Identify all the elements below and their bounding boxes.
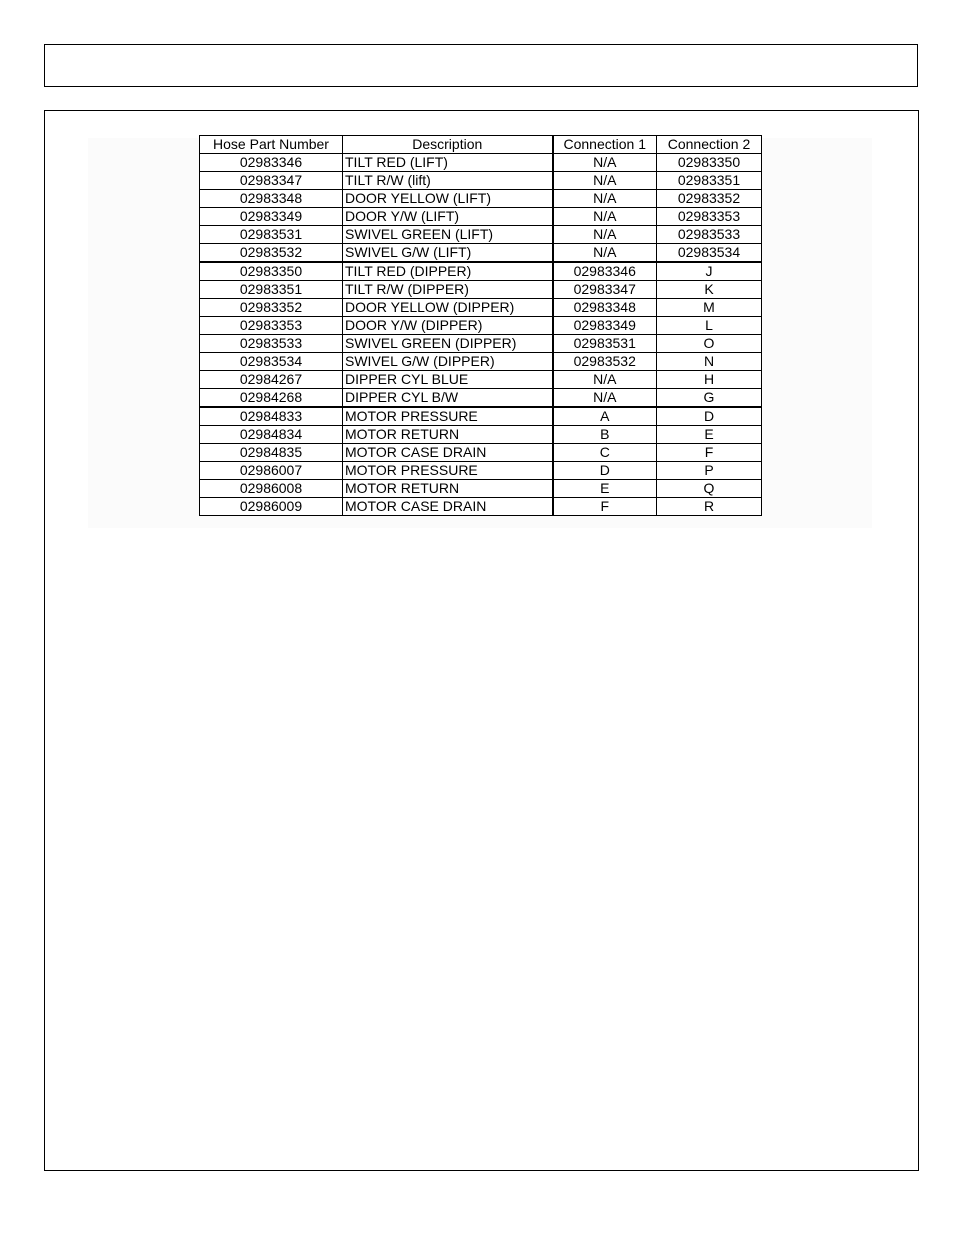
cell-connection-1: N/A xyxy=(553,244,657,263)
cell-description: MOTOR CASE DRAIN xyxy=(343,498,553,516)
cell-connection-1: 02983348 xyxy=(553,299,657,317)
table-row xyxy=(200,371,762,389)
cell-connection-1: 02983532 xyxy=(553,353,657,371)
cell-connection-1: N/A xyxy=(553,371,657,389)
header-description: Description xyxy=(343,136,553,154)
cell-connection-1: N/A xyxy=(553,190,657,208)
table-row xyxy=(200,353,762,371)
cell-description: DIPPER CYL BLUE xyxy=(343,371,553,389)
table-row xyxy=(200,444,762,462)
cell-description: MOTOR PRESSURE xyxy=(343,407,553,426)
cell-description: DOOR YELLOW (DIPPER) xyxy=(343,299,553,317)
cell-hose-part-number: 02983532 xyxy=(200,244,343,263)
table-row xyxy=(200,281,762,299)
cell-description: TILT RED (LIFT) xyxy=(343,154,553,172)
cell-connection-2: L xyxy=(657,317,762,335)
cell-connection-2: F xyxy=(657,444,762,462)
cell-connection-1: 02983531 xyxy=(553,335,657,353)
table-row xyxy=(200,208,762,226)
cell-connection-2: D xyxy=(657,407,762,426)
cell-connection-2: 02983534 xyxy=(657,244,762,263)
cell-description: TILT R/W (lift) xyxy=(343,172,553,190)
cell-description: SWIVEL G/W (LIFT) xyxy=(343,244,553,263)
table-row xyxy=(200,299,762,317)
cell-hose-part-number: 02986009 xyxy=(200,498,343,516)
cell-hose-part-number: 02984833 xyxy=(200,407,343,426)
cell-hose-part-number: 02984835 xyxy=(200,444,343,462)
cell-description: DOOR Y/W (DIPPER) xyxy=(343,317,553,335)
header-connection-1: Connection 1 xyxy=(553,136,657,154)
cell-description: MOTOR CASE DRAIN xyxy=(343,444,553,462)
table-row xyxy=(200,317,762,335)
cell-connection-2: J xyxy=(657,262,762,281)
cell-connection-2: K xyxy=(657,281,762,299)
table-row xyxy=(200,407,762,426)
table-row xyxy=(200,426,762,444)
cell-connection-1: 02983349 xyxy=(553,317,657,335)
cell-description: MOTOR PRESSURE xyxy=(343,462,553,480)
cell-hose-part-number: 02983346 xyxy=(200,154,343,172)
cell-connection-1: A xyxy=(553,407,657,426)
page-header-box xyxy=(44,44,918,87)
cell-connection-1: F xyxy=(553,498,657,516)
cell-connection-2: E xyxy=(657,426,762,444)
table-row xyxy=(200,172,762,190)
cell-connection-2: G xyxy=(657,389,762,408)
cell-connection-1: N/A xyxy=(553,389,657,408)
header-connection-2: Connection 2 xyxy=(657,136,762,154)
table-row xyxy=(200,335,762,353)
cell-connection-2: Q xyxy=(657,480,762,498)
cell-hose-part-number: 02983534 xyxy=(200,353,343,371)
cell-description: TILT RED (DIPPER) xyxy=(343,262,553,281)
cell-hose-part-number: 02984267 xyxy=(200,371,343,389)
cell-connection-2: R xyxy=(657,498,762,516)
table-body xyxy=(200,154,762,516)
table-row xyxy=(200,154,762,172)
table-row xyxy=(200,244,762,263)
cell-connection-2: 02983351 xyxy=(657,172,762,190)
cell-connection-2: H xyxy=(657,371,762,389)
cell-description: DOOR Y/W (LIFT) xyxy=(343,208,553,226)
cell-description: SWIVEL G/W (DIPPER) xyxy=(343,353,553,371)
cell-description: SWIVEL GREEN (DIPPER) xyxy=(343,335,553,353)
cell-hose-part-number: 02983531 xyxy=(200,226,343,244)
cell-description: DIPPER CYL B/W xyxy=(343,389,553,408)
cell-hose-part-number: 02983353 xyxy=(200,317,343,335)
cell-connection-1: B xyxy=(553,426,657,444)
table-row xyxy=(200,498,762,516)
table-row xyxy=(200,480,762,498)
cell-description: DOOR YELLOW (LIFT) xyxy=(343,190,553,208)
table-row xyxy=(200,190,762,208)
cell-hose-part-number: 02986008 xyxy=(200,480,343,498)
cell-connection-2: M xyxy=(657,299,762,317)
cell-description: TILT R/W (DIPPER) xyxy=(343,281,553,299)
cell-hose-part-number: 02984834 xyxy=(200,426,343,444)
cell-connection-2: N xyxy=(657,353,762,371)
cell-hose-part-number: 02983533 xyxy=(200,335,343,353)
cell-connection-1: N/A xyxy=(553,172,657,190)
table-header-row xyxy=(200,136,762,154)
cell-hose-part-number: 02983347 xyxy=(200,172,343,190)
cell-description: MOTOR RETURN xyxy=(343,480,553,498)
header-hose-part-number: Hose Part Number xyxy=(200,136,343,154)
table-row xyxy=(200,389,762,408)
cell-connection-1: E xyxy=(553,480,657,498)
hose-parts-table xyxy=(199,135,762,516)
cell-description: SWIVEL GREEN (LIFT) xyxy=(343,226,553,244)
cell-connection-1: D xyxy=(553,462,657,480)
cell-connection-2: P xyxy=(657,462,762,480)
cell-hose-part-number: 02983350 xyxy=(200,262,343,281)
table-row xyxy=(200,262,762,281)
cell-hose-part-number: 02983351 xyxy=(200,281,343,299)
cell-connection-2: 02983350 xyxy=(657,154,762,172)
cell-connection-2: 02983352 xyxy=(657,190,762,208)
cell-connection-1: N/A xyxy=(553,226,657,244)
cell-connection-1: N/A xyxy=(553,208,657,226)
cell-connection-1: 02983347 xyxy=(553,281,657,299)
cell-hose-part-number: 02986007 xyxy=(200,462,343,480)
table-row xyxy=(200,462,762,480)
cell-description: MOTOR RETURN xyxy=(343,426,553,444)
table-row xyxy=(200,226,762,244)
cell-connection-2: 02983353 xyxy=(657,208,762,226)
cell-connection-2: O xyxy=(657,335,762,353)
cell-connection-1: 02983346 xyxy=(553,262,657,281)
cell-connection-1: C xyxy=(553,444,657,462)
cell-hose-part-number: 02983352 xyxy=(200,299,343,317)
cell-hose-part-number: 02983349 xyxy=(200,208,343,226)
cell-hose-part-number: 02983348 xyxy=(200,190,343,208)
cell-connection-1: N/A xyxy=(553,154,657,172)
cell-connection-2: 02983533 xyxy=(657,226,762,244)
cell-hose-part-number: 02984268 xyxy=(200,389,343,408)
